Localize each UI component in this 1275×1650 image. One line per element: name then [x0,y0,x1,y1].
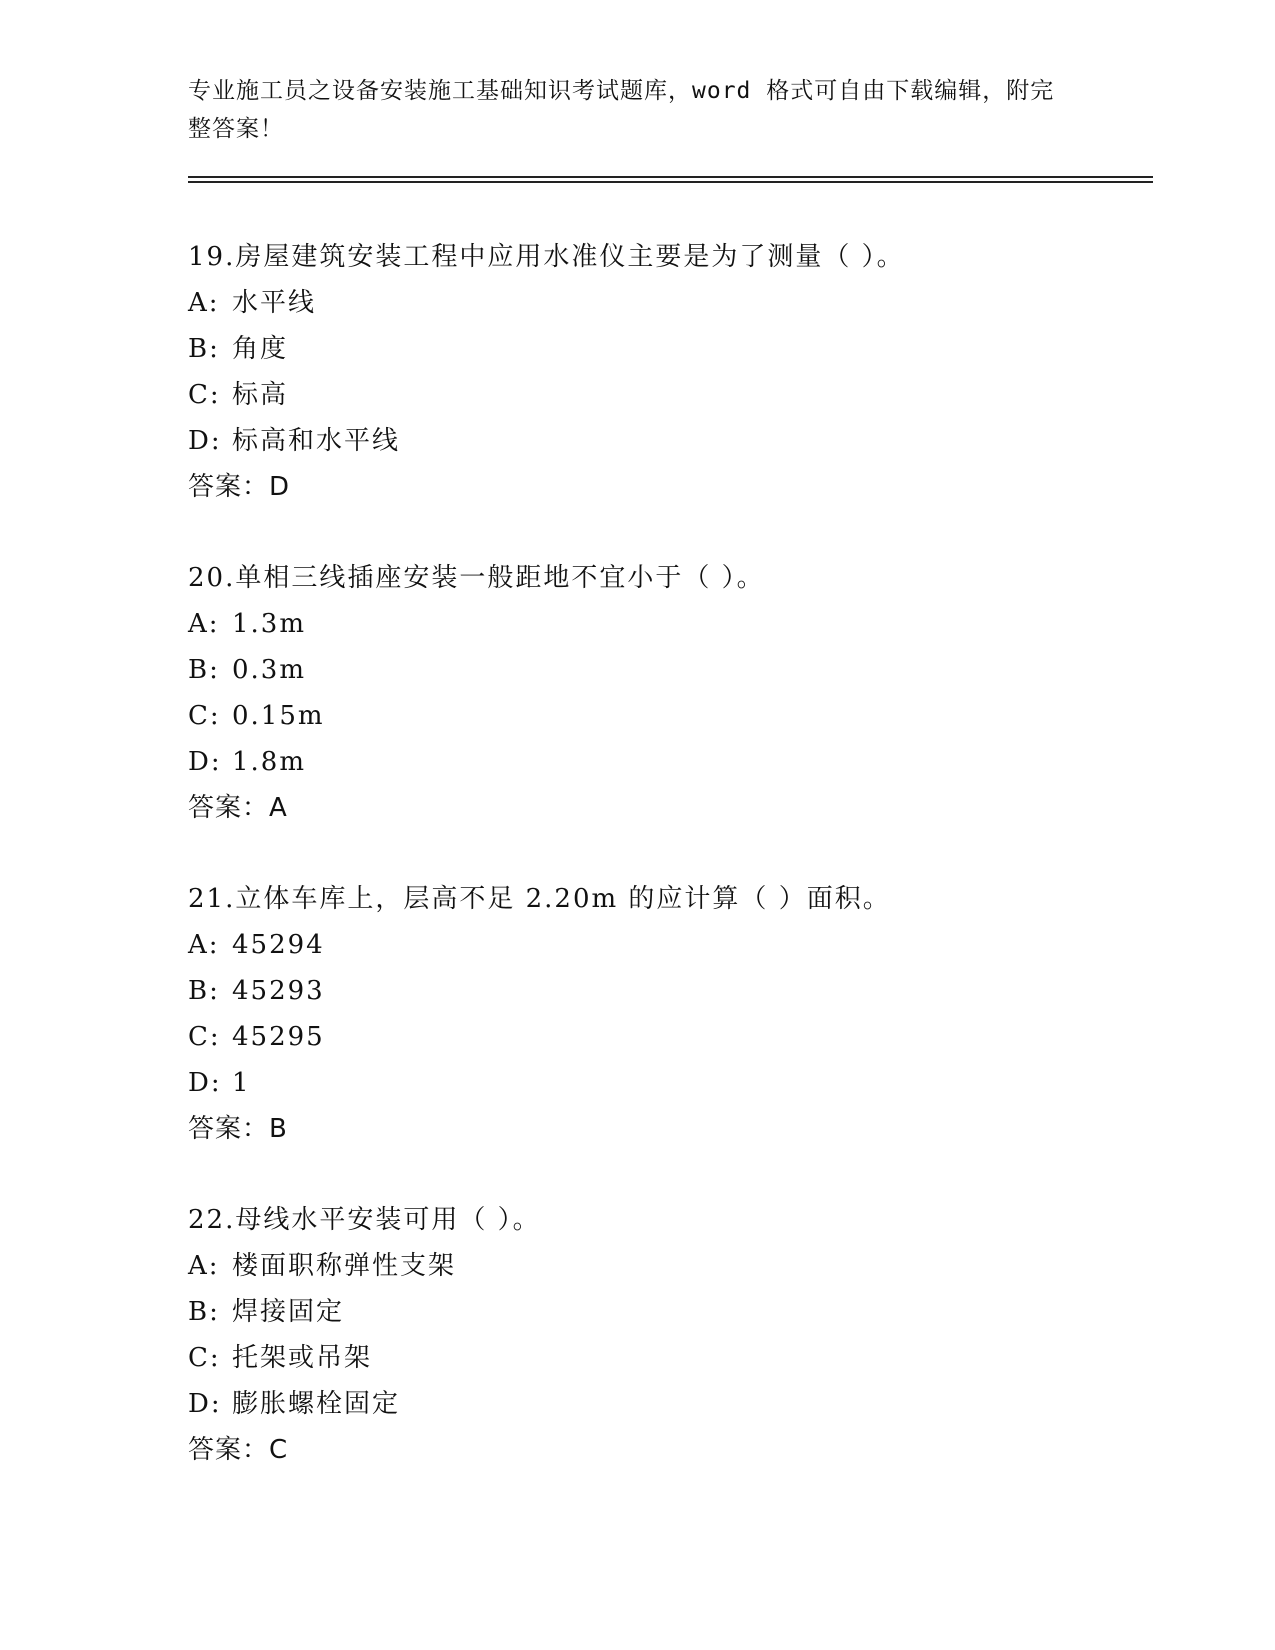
option-label: D: [188,426,222,456]
option-c [188,1335,1148,1381]
option-c [188,693,1148,739]
option-label: C: [188,1022,221,1052]
option-label: C: [188,380,221,410]
answer-line [188,1427,1148,1473]
document-header [188,72,1088,148]
option-label: C: [188,701,221,731]
option-label: A: [188,609,220,639]
option-d [188,418,1148,464]
option-a [188,280,1148,326]
question-19 [188,234,1148,510]
option-label: A: [188,1251,220,1281]
option-c [188,372,1148,418]
option-text: 1.3m [232,609,307,639]
answer-value: C [269,1435,289,1465]
option-text: 水平线 [232,288,317,318]
option-a [188,1243,1148,1289]
answer-label: 答案： [188,1435,270,1465]
option-b [188,968,1148,1014]
option-text: 角度 [232,334,289,364]
answer-label: 答案： [188,472,270,502]
question-stem: 20.单相三线插座安装一般距地不宜小于（ ）。 [188,563,765,593]
option-d [188,1060,1148,1106]
answer-value: A [269,793,288,823]
answer-line [188,785,1148,831]
answer-line [188,464,1148,510]
option-label: D: [188,1068,222,1098]
option-text: 45294 [232,930,325,960]
option-text: 1.8m [232,747,307,777]
option-text: 0.3m [232,655,307,685]
option-b [188,326,1148,372]
answer-line [188,1106,1148,1152]
option-label: A: [188,930,220,960]
option-text: 45295 [232,1022,325,1052]
option-label: D: [188,1389,222,1419]
option-a [188,922,1148,968]
question-stem: 22.母线水平安装可用（ ）。 [188,1205,541,1235]
option-b [188,647,1148,693]
header-divider-top [188,176,1153,178]
header-line-1: 专业施工员之设备安装施工基础知识考试题库，word 格式可自由下载编辑，附完 [188,78,1055,104]
option-text: 托架或吊架 [232,1343,373,1373]
option-text: 1 [232,1068,251,1098]
header-line-2: 整答案！ [188,116,284,142]
answer-value: D [269,472,291,502]
option-c [188,1014,1148,1060]
question-22 [188,1197,1148,1473]
option-label: B: [188,1297,220,1327]
answer-value: B [269,1114,288,1144]
option-text: 膨胀螺栓固定 [232,1389,401,1419]
option-label: A: [188,288,220,318]
header-divider-bottom [188,181,1153,183]
question-21 [188,876,1148,1152]
option-text: 焊接固定 [232,1297,345,1327]
option-d [188,739,1148,785]
option-a [188,601,1148,647]
question-stem: 21.立体车库上，层高不足 2.20m 的应计算（ ）面积。 [188,884,891,914]
option-text: 标高 [232,380,289,410]
option-label: C: [188,1343,221,1373]
option-b [188,1289,1148,1335]
option-label: B: [188,334,220,364]
option-text: 45293 [232,976,325,1006]
question-20 [188,555,1148,831]
option-text: 0.15m [232,701,325,731]
option-text: 楼面职称弹性支架 [232,1251,457,1281]
answer-label: 答案： [188,793,270,823]
option-label: D: [188,747,222,777]
option-text: 标高和水平线 [232,426,401,456]
option-label: B: [188,976,220,1006]
option-d [188,1381,1148,1427]
option-label: B: [188,655,220,685]
question-stem: 19.房屋建筑安装工程中应用水准仪主要是为了测量（ ）。 [188,242,905,272]
answer-label: 答案： [188,1114,270,1144]
